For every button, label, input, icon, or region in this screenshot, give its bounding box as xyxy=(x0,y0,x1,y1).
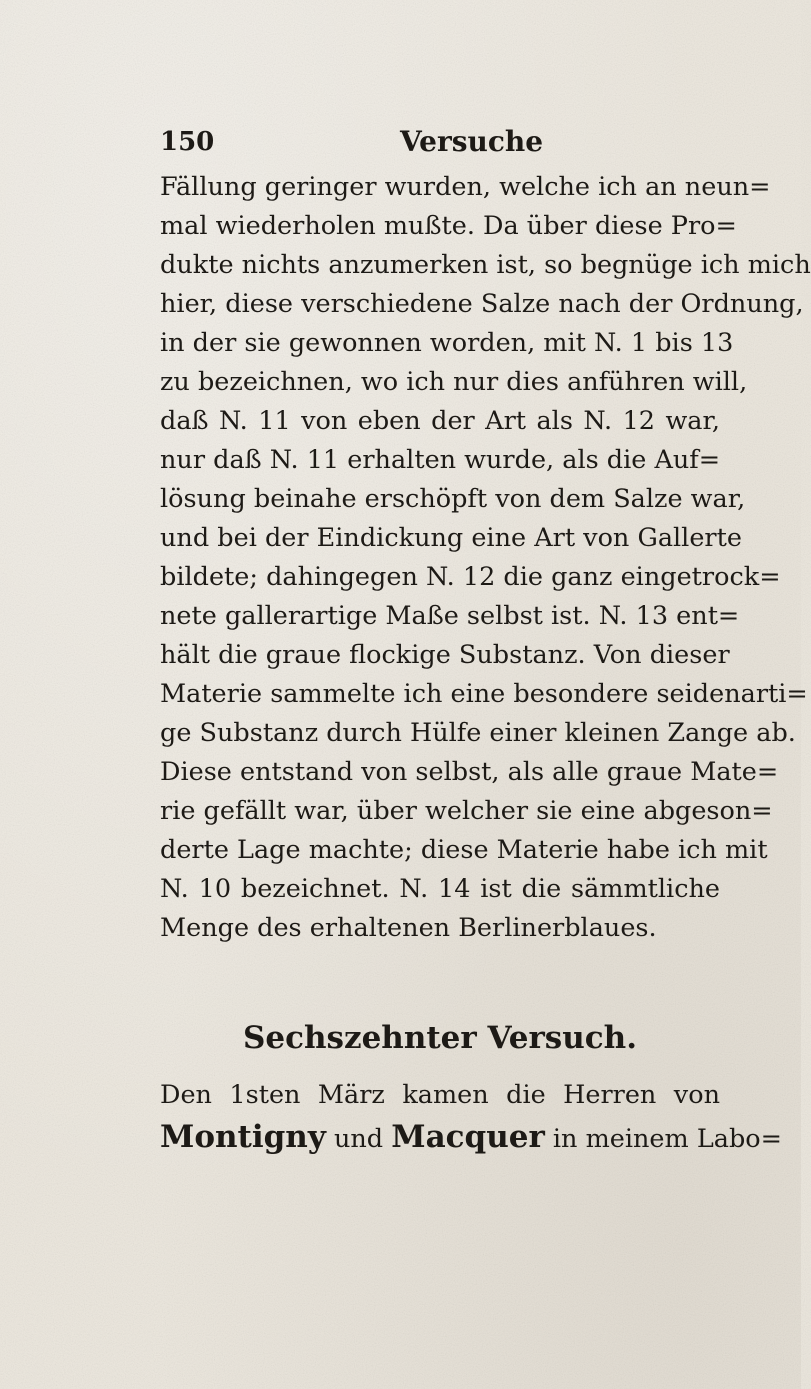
text-line: zu bezeichnen, wo ich nur dies anführen will, xyxy=(160,367,748,397)
text-line: N. 10 bezeichnet. N. 14 ist die sämmtliche xyxy=(160,874,720,904)
page-header xyxy=(160,127,720,167)
text-line: Materie sammelte ich eine besondere seidenarti= xyxy=(160,679,808,709)
connector-text: und xyxy=(325,1124,392,1154)
text-line: dukte nichts anzumerken ist, so begnüge ich mich xyxy=(160,250,811,280)
closing-text xyxy=(160,1074,782,1158)
running-head: Versuche xyxy=(400,125,544,158)
text-line: ge Substanz durch Hülfe einer kleinen Zange ab. xyxy=(160,718,796,748)
text-line: nur daß N. 11 erhalten wurde, als die Auf= xyxy=(160,445,721,475)
name-macquer: Macquer xyxy=(391,1119,545,1155)
text-line: und bei der Eindickung eine Art von Gallerte xyxy=(160,523,742,553)
body-text xyxy=(160,168,811,948)
text-line: derte Lage machte; diese Materie habe ich mit xyxy=(160,835,768,865)
line-tail: in meinem Labo= xyxy=(544,1124,782,1154)
text-line: mal wiederholen mußte. Da über diese Pro= xyxy=(160,211,737,241)
text-line: nete gallerartige Maße selbst ist. N. 13 ent= xyxy=(160,601,740,631)
text-line: Diese entstand von selbst, als alle graue Mate= xyxy=(160,757,779,787)
name-montigny: Montigny xyxy=(160,1119,326,1155)
text-line: Den 1sten März kamen die Herren von xyxy=(160,1080,720,1110)
text-line: Menge des erhaltenen Berlinerblaues. xyxy=(160,913,657,943)
section-heading: Sechszehnter Versuch. xyxy=(242,1020,637,1056)
text-line: in der sie gewonnen worden, mit N. 1 bis 13 xyxy=(160,328,734,358)
text-line-names xyxy=(160,1116,782,1158)
text-line: hier, diese verschiedene Salze nach der Ordnung, xyxy=(160,289,804,319)
text-line: rie gefällt war, über welcher sie eine abgeson= xyxy=(160,796,773,826)
text-line: bildete; dahingegen N. 12 die ganz eingetrock= xyxy=(160,562,781,592)
page-number: 150 xyxy=(160,127,215,157)
text-line: daß N. 11 von eben der Art als N. 12 war, xyxy=(160,406,720,436)
text-line: hält die graue flockige Substanz. Von dieser xyxy=(160,640,730,670)
text-line: Fällung geringer wurden, welche ich an neun= xyxy=(160,172,771,202)
text-line: lösung beinahe erschöpft von dem Salze war, xyxy=(160,484,746,514)
